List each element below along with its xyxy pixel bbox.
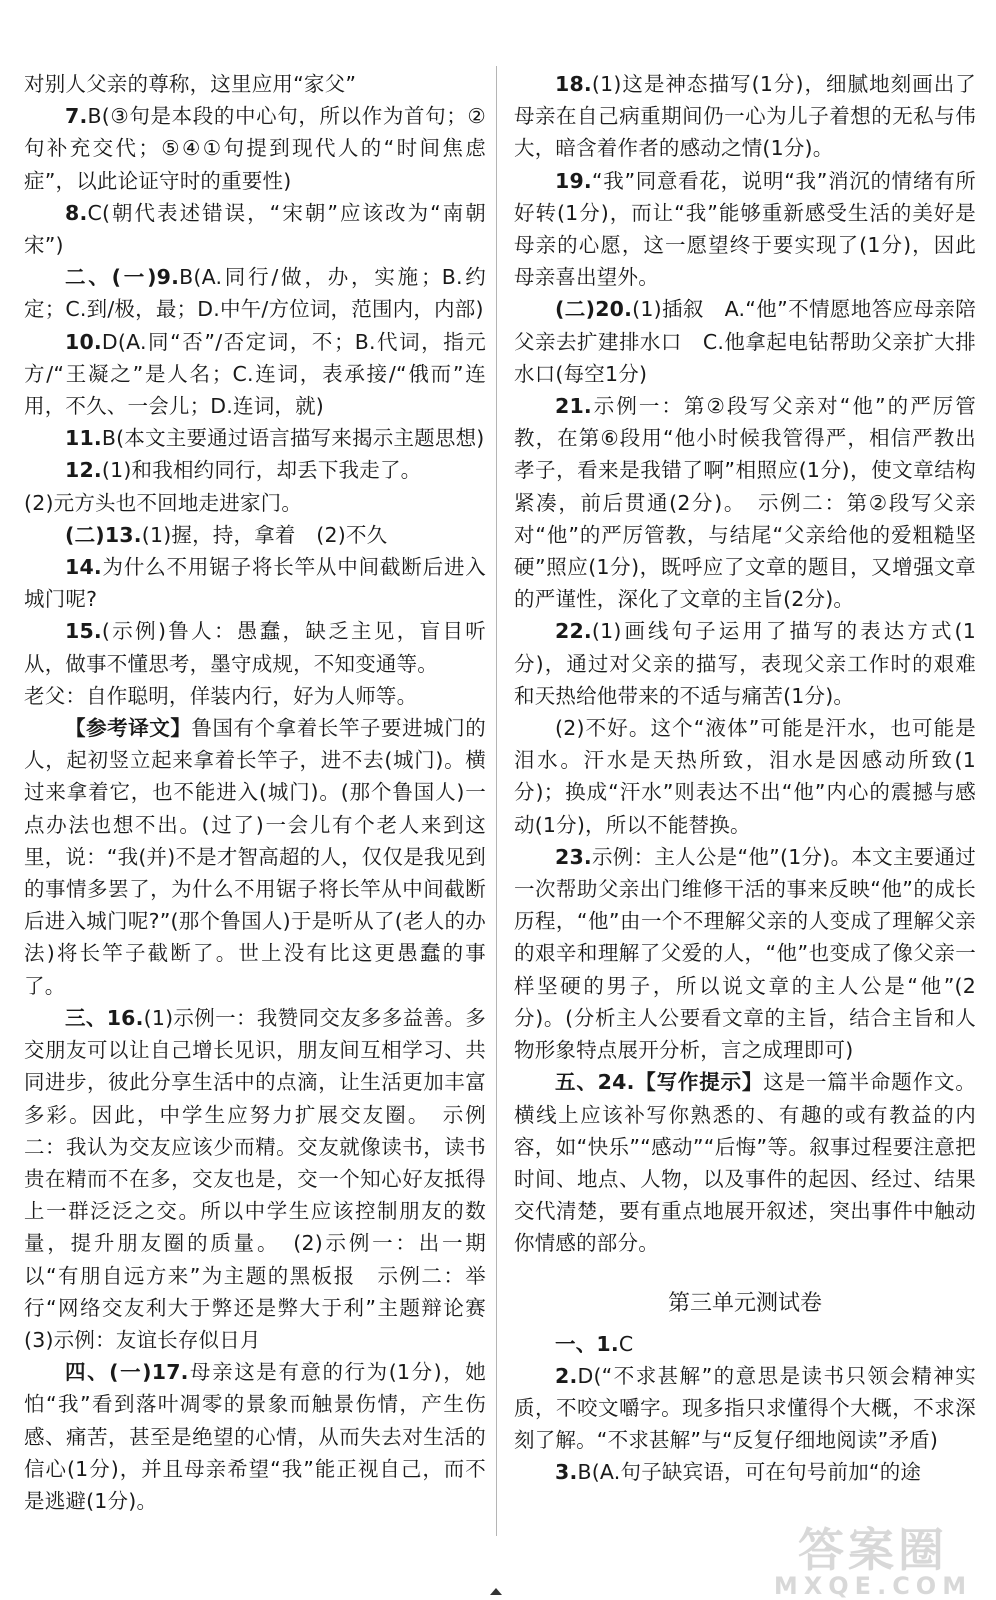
answer-paragraph (514, 1328, 976, 1360)
answer-text: 老父：自作聪明，佯装内行，好为人师等。 (24, 683, 418, 708)
question-number: 22. (555, 619, 592, 644)
answer-text: 为什么不用锯子将长竿从中间截断后进入城门呢? (24, 555, 486, 612)
question-number: 15. (65, 619, 102, 644)
answer-text: (2)元方头也不回地走进家门。 (24, 490, 303, 515)
answer-text: 示例：主人公是“他”(1分)。本文主要通过一次帮助父亲出门维修干活的事来反映“他”的成长历程，“他”由一个不理解父亲的人变成了理解父亲的艰辛和理解了父爱的人，“他”也变成了像父亲一样坚硬的男子，所以说文章的主人公是“他”(2分)。(分析主人公要看文章的主旨，结合主旨和人物形象特点展开分析，言之成理即可) (514, 844, 976, 1063)
question-number: 21. (555, 394, 592, 419)
watermark-logo: 答案圈 (798, 1523, 948, 1577)
question-number: 2. (555, 1363, 578, 1388)
answer-paragraph (24, 197, 486, 261)
answer-paragraph (24, 454, 486, 486)
answer-text: D(A.同“否”/否定词，不；B.代词，指元方/“王凝之”是人名；C.连词，表承接/“俄而”连用，不久、一会儿；D.连词，就) (24, 329, 486, 419)
answer-paragraph (24, 680, 486, 712)
question-number: 三、16. (65, 1005, 144, 1030)
answer-text: B(A.同行/做，办，实施；B.约定；C.到/极，最；D.中午/方位词，范围内，内部) (24, 265, 486, 322)
answer-text: B(A.句子缺宾语，可在句号前加“的途 (577, 1460, 922, 1485)
answer-text: (1)握，持，拿着 (2)不久 (141, 522, 388, 547)
question-number: 19. (555, 168, 592, 193)
question-number: (二)20. (555, 297, 633, 322)
answer-text: (1)和我相约同行，却丢下我走了。 (101, 458, 422, 483)
watermark-url: MXQE.COM (773, 1572, 973, 1600)
question-number: 18. (555, 72, 592, 96)
answer-text: C (618, 1331, 634, 1356)
answer-text: 对别人父亲的尊称，这里应用“家父” (24, 72, 357, 96)
answer-paragraph (514, 615, 976, 712)
answer-paragraph (24, 519, 486, 551)
question-number: 11. (65, 426, 102, 451)
answer-paragraph (24, 551, 486, 615)
answer-text: B(③句是本段的中心句，所以作为首句；②句补充交代；⑤④①句提到现代人的“时间焦虑症”，以此论证守时的重要性) (24, 104, 486, 193)
answer-paragraph (24, 1356, 486, 1517)
question-number: 四、(一)17. (65, 1360, 189, 1385)
question-number: 二、(一)9. (65, 265, 180, 290)
answer-paragraph (514, 165, 976, 294)
answer-text: D(“不求甚解”的意思是读书只领会精神实质，不咬文嚼字。现多指只求懂得个大概，不求深刻了解。“不求甚解”与“反复仔细地阅读”矛盾) (514, 1363, 976, 1453)
question-number: 14. (65, 555, 102, 580)
question-number: (二)13. (65, 522, 142, 547)
right-column (514, 68, 976, 1489)
answer-paragraph (24, 68, 486, 100)
answer-paragraph (514, 712, 976, 841)
answer-text: (1)插叙 A.“他”不情愿地答应母亲陪父亲去扩建排水口 C.他拿起电钻帮助父亲扩大排水口(每空1分) (514, 297, 976, 386)
answer-paragraph (514, 1066, 976, 1259)
answer-text: 母亲这是有意的行为(1分)，她怕“我”看到落叶凋零的景象而触景伤情，产生伤感、痛苦，甚至是绝望的心情，从而失去对生活的信心(1分)，并且母亲希望“我”能正视自己，而不是逃避(1分)。 (24, 1360, 486, 1513)
answer-paragraph (514, 841, 976, 1066)
question-number: 7. (65, 104, 88, 129)
answer-paragraph (514, 1360, 976, 1457)
answer-paragraph (24, 326, 486, 423)
question-number: 五、24.【写作提示】 (555, 1070, 764, 1095)
question-number: 一、1. (555, 1331, 619, 1356)
answer-text: 鲁国有个拿着长竿子要进城门的人，起初竖立起来拿着长竿子，进不去(城门)。横过来拿着它，也不能进入(城门)。(那个鲁国人)一点办法也想不出。(过了)一会儿有个老人来到这里，说：“我(并)不是才智高超的人，仅仅是我见到的事情多罢了，为什么不用锯子将长竿从中间截断后进入城门呢?”(那个鲁国人)于是听从了(老人的办法)将长竿子截断了。世上没有比这更愚蠢的事了。 (24, 716, 486, 998)
answer-paragraph (514, 1456, 976, 1488)
answer-paragraph (514, 390, 976, 615)
answer-paragraph (24, 100, 486, 197)
answer-text: (示例)鲁人：愚蠢，缺乏主见，盲目听从，做事不懂思考，墨守成规，不知变通等。 (24, 619, 486, 676)
question-number: 23. (555, 844, 592, 869)
question-number: 【参考译文】 (65, 716, 192, 741)
answer-paragraph (24, 487, 486, 519)
answer-text: (1)画线句子运用了描写的表达方式(1分)，通过对父亲的描写，表现父亲工作时的艰难和天热给他带来的不适与痛苦(1分)。 (514, 619, 976, 708)
question-number: 3. (555, 1460, 578, 1485)
answer-text: 示例一：第②段写父亲对“他”的严厉管教，在第⑥段用“他小时候我管得严，相信严教出孝子，看来是我错了啊”相照应(1分)，使文章结构紧凑，前后贯通(2分)。 示例二：第②段写父亲对“他”的严厉管教，与结尾“父亲给他的爱粗糙坚硬”照应(1分)，既呼应了文章的题目，又增强文章的严谨性，深化了文章的主旨(2分)。 (514, 394, 976, 612)
answer-paragraph (24, 712, 486, 1002)
left-column (24, 68, 507, 1517)
site-watermark (758, 1523, 988, 1600)
answer-paragraph (24, 615, 486, 679)
answer-paragraph (514, 68, 976, 165)
answer-text: C(朝代表述错误，“宋朝”应该改为“南朝宋”) (24, 200, 486, 258)
page-footer-mark (488, 1586, 504, 1596)
question-number: 10. (65, 329, 102, 354)
section-title: 第三单元测试卷 (667, 1290, 822, 1316)
answer-text: (1)这是神态描写(1分)，细腻地刻画出了母亲在自己病重期间仍一心为儿子着想的无私与伟大，暗含着作者的感动之情(1分)。 (514, 72, 976, 161)
answer-text: 这是一篇半命题作文。横线上应该补写你熟悉的、有趣的或有教益的内容，如“快乐”“感动”“后悔”等。叙事过程要注意把时间、地点、人物，以及事件的起因、经过、结果交代清楚，要有重点地展开叙述，突出事件中触动你情感的部分。 (514, 1070, 977, 1256)
answer-text: (1)示例一：我赞同交友多多益善。多交朋友可以让自己增长见识，朋友间互相学习、共同进步，彼此分享生活中的点滴，让生活更加丰富多彩。因此，中学生应努力扩展交友圈。 示例二：我认为交友应该少而精。交友就像读书，读书贵在精而不在多，交友也是，交一个知心好友抵得上一群泛泛之交。所以中学生应该控制朋友的数量，提升朋友圈的质量。 (2)示例一：出一期以“有朋自远方来”为主题的黑板报 示例二：举行“网络交友利大于弊还是弊大于利”主题辩论赛 (3)示例：友谊长存似日月 (24, 1005, 507, 1352)
answer-paragraph (24, 1002, 507, 1356)
answer-text: “我”同意看花，说明“我”消沉的情绪有所好转(1分)，而让“我”能够重新感受生活的美好是母亲的心愿，这一愿望终于要实现了(1分)，因此母亲喜出望外。 (514, 168, 976, 290)
answer-text: B(本文主要通过语言描写来揭示主题思想) (101, 426, 485, 451)
question-number: 12. (65, 458, 102, 483)
answer-paragraph (514, 293, 976, 390)
answer-paragraph (24, 422, 486, 454)
question-number: 8. (65, 200, 88, 225)
answer-text: (2)不好。这个“液体”可能是汗水，也可能是泪水。汗水是天热所致，泪水是因感动所致(1分)；换成“汗水”则表达不出“他”内心的震撼与感动(1分)，所以不能替换。 (514, 716, 976, 837)
answer-paragraph (24, 261, 486, 325)
